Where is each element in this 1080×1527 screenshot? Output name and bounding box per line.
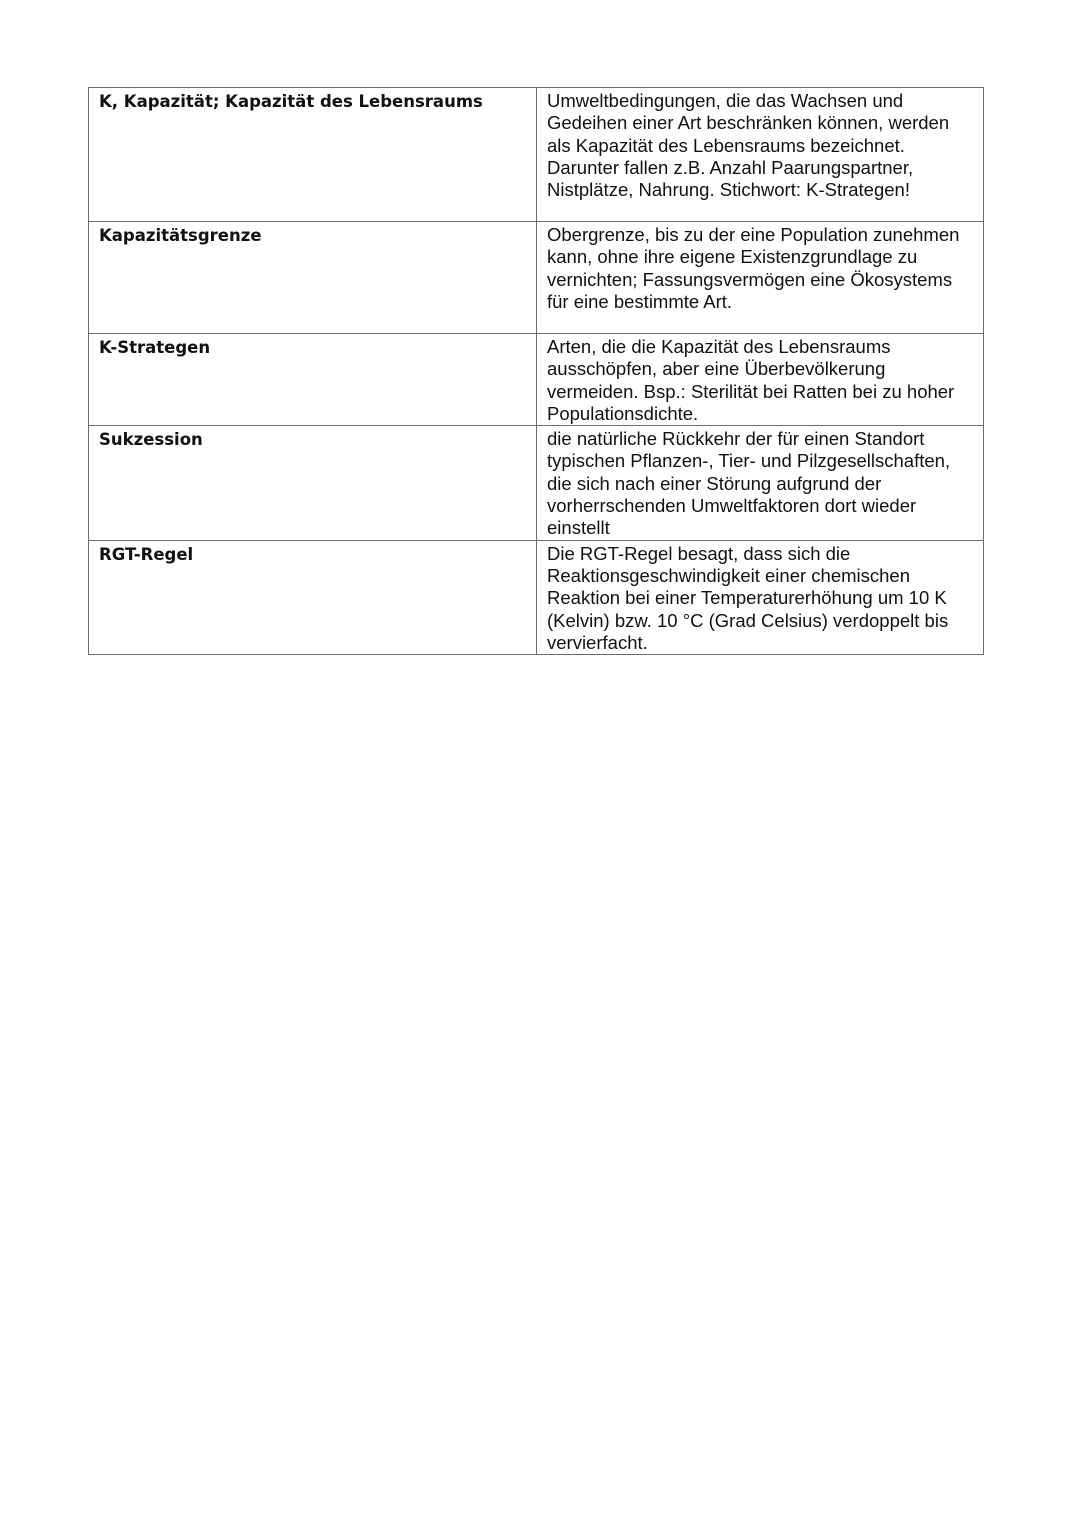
definition-cell: Die RGT-Regel besagt, dass sich die Reaktionsgeschwindigkeit einer chemischen Reaktion bei einer Temperaturerhöhung um 10 K (Kelvin) bzw. 10 °C (Grad Celsius) verdoppelt bis vervierfacht. — [537, 540, 984, 654]
term-cell: RGT-Regel — [89, 540, 537, 654]
table-row — [89, 540, 984, 654]
term-cell: Kapazitätsgrenze — [89, 222, 537, 334]
table-row — [89, 334, 984, 426]
definition-cell: Obergrenze, bis zu der eine Population zunehmen kann, ohne ihre eigene Existenzgrundlage zu vernichten; Fassungsvermögen eine Ökosystems für eine bestimmte Art. — [537, 222, 984, 334]
term-cell: K, Kapazität; Kapazität des Lebensraums — [89, 88, 537, 222]
term-cell: Sukzession — [89, 426, 537, 540]
glossary-table — [88, 87, 984, 655]
definition-cell: die natürliche Rückkehr der für einen Standort typischen Pflanzen-, Tier- und Pilzgesellschaften, die sich nach einer Störung aufgrund der vorherrschenden Umweltfaktoren dort wieder einstellt — [537, 426, 984, 540]
definition-cell: Umweltbedingungen, die das Wachsen und Gedeihen einer Art beschränken können, werden als Kapazität des Lebensraums bezeichnet. Darunter fallen z.B. Anzahl Paarungspartner, Nistplätze, Nahrung. Stichwort: K-Strategen! — [537, 88, 984, 222]
definition-cell: Arten, die die Kapazität des Lebensraums ausschöpfen, aber eine Überbevölkerung vermeiden. Bsp.: Sterilität bei Ratten bei zu hoher Populationsdichte. — [537, 334, 984, 426]
table-row — [89, 426, 984, 540]
table-row — [89, 88, 984, 222]
term-cell: K-Strategen — [89, 334, 537, 426]
table-row — [89, 222, 984, 334]
